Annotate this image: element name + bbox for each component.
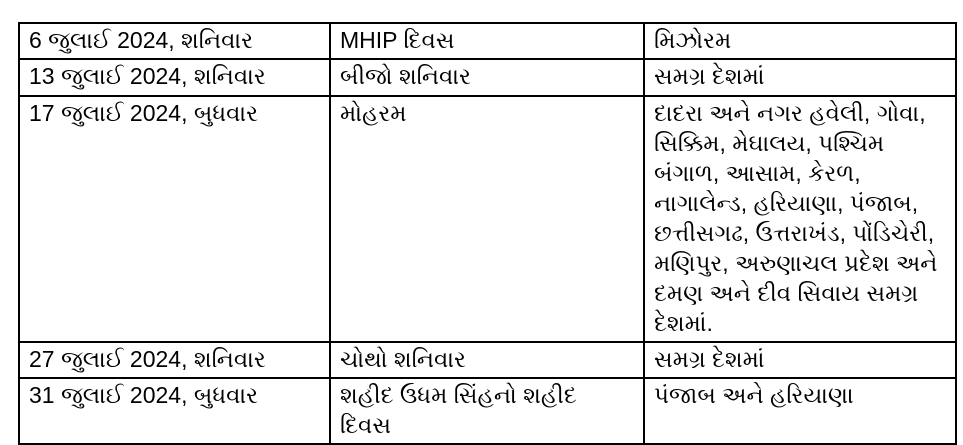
holiday-cell: મોહરમ	[330, 96, 644, 342]
date-cell: 13 જુલાઈ 2024, શનિવાર	[19, 59, 330, 96]
table-row	[19, 378, 956, 444]
date-cell: 31 જુલાઈ 2024, બુધવાર	[19, 378, 330, 444]
holiday-cell: MHIP દિવસ	[330, 23, 644, 59]
table-row	[19, 59, 956, 96]
region-cell: મિઝોરમ	[644, 23, 956, 59]
date-cell: 27 જુલાઈ 2024, શનિવાર	[19, 342, 330, 378]
holiday-table	[18, 22, 957, 445]
holiday-cell: શહીદ ઉધમ સિંહનો શહીદ દિવસ	[330, 378, 644, 444]
date-cell: 6 જુલાઈ 2024, શનિવાર	[19, 23, 330, 59]
table-row	[19, 342, 956, 378]
table-row	[19, 23, 956, 59]
date-cell: 17 જુલાઈ 2024, બુધવાર	[19, 96, 330, 342]
region-cell: પંજાબ અને હરિયાણા	[644, 378, 956, 444]
region-cell: સમગ્ર દેશમાં	[644, 59, 956, 96]
table-row	[19, 96, 956, 342]
holiday-cell: બીજો શનિવાર	[330, 59, 644, 96]
holiday-cell: ચોથો શનિવાર	[330, 342, 644, 378]
region-cell: સમગ્ર દેશમાં	[644, 342, 956, 378]
region-cell: દાદરા અને નગર હવેલી, ગોવા, સિક્કિમ, મેઘાલય, પશ્ચિમ બંગાળ, આસામ, કેરળ, નાગાલેન્ડ, હરિયાણા, પંજાબ, છત્તીસગઢ, ઉત્તરાખંડ, પોંડિચેરી, મણિપુર, અરુણાચલ પ્રદેશ અને દમણ અને દીવ સિવાય સમગ્ર દેશમાં.	[644, 96, 956, 342]
